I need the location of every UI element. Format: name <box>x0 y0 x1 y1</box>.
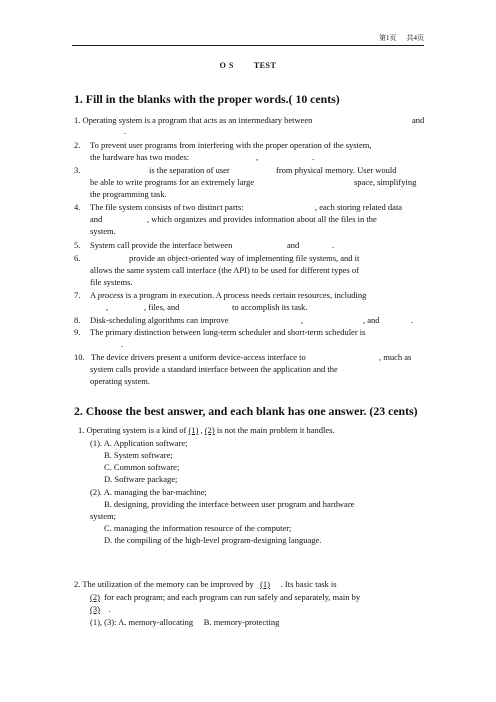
s2-q2-blank1: (1) <box>260 579 271 589</box>
q7-line1 <box>90 290 366 301</box>
s2-q1-rest: is not the main problem it handles. <box>216 425 335 435</box>
s2-q1-blank1: (1) <box>188 425 199 435</box>
s2-q2-opt-b: B. memory-protecting <box>203 617 280 627</box>
s2-q1 <box>78 425 335 436</box>
s2-q2-b: . Its basic task is <box>280 579 337 589</box>
s2-o1-b: B. System software; <box>104 450 173 460</box>
q4-line2a: and <box>90 214 103 224</box>
s2-q2-line2 <box>90 592 360 603</box>
q10-line3: operating system. <box>90 376 150 386</box>
s2-o2-c: C. managing the information resource of the computer; <box>104 523 292 533</box>
q4-a: The file system consists of two distinct parts: <box>90 202 244 212</box>
q3-line3: the programming task. <box>90 189 167 199</box>
q7-a: A <box>90 290 96 300</box>
doc-title <box>0 61 496 70</box>
q7-line2a: , <box>106 302 109 312</box>
q10-line2: system calls provide a standard interface between the application and the <box>90 364 338 374</box>
q2-line2b: , <box>256 152 259 162</box>
s2-q2-opt-a: (1), (3): A. memory-allocating <box>90 617 194 627</box>
q3-a: is the separation of user <box>149 165 230 175</box>
s2-q2-line1 <box>74 579 337 590</box>
q8-a: Disk-scheduling algorithms can improve <box>90 315 229 325</box>
s2-q2-blank3: (3) <box>90 604 100 614</box>
s2-q2-line2-text: for each program; and each program can run safely and separately, main by <box>104 592 361 602</box>
s2-o1-d: D. Software package; <box>104 474 178 484</box>
q4-b: , each storing related data <box>315 202 403 212</box>
q6-line3: file systems. <box>90 277 133 287</box>
q5-number: 5. <box>74 240 81 250</box>
s2-o2-b1: B. designing, providing the interface between user program and hardware <box>104 499 355 509</box>
q8-b: , <box>301 315 304 325</box>
q3-number: 3. <box>74 165 81 175</box>
s2-o1-a: (1). A. Application software; <box>90 438 188 448</box>
q8-number: 8. <box>74 315 81 325</box>
s2-q2-a: 2. The utilization of the memory can be improved by <box>74 579 254 589</box>
q5-b: and <box>287 240 300 250</box>
title-os: O S <box>219 61 234 70</box>
s2-q1-blank2: (2) <box>204 425 215 435</box>
q4-line2b: , which organizes and provides information about all the files in the <box>147 214 377 224</box>
q7-number: 7. <box>74 290 81 300</box>
s2-o2-a: (2). A. managing the bar-machine; <box>90 487 207 497</box>
s2-q2-line3 <box>90 604 111 615</box>
q7-line2b: , files, and <box>144 302 180 312</box>
q3-line2b: space, simplifying <box>354 177 417 187</box>
s2-q2-options <box>90 617 279 628</box>
s2-o2-d: D. the compiling of the high-level program-designing language. <box>104 535 322 545</box>
page-header <box>72 33 424 46</box>
q10-a: The device drivers present a uniform device-access interface to <box>91 352 306 362</box>
q2-line2c: . <box>312 152 315 162</box>
q10-number: 10. <box>74 352 85 362</box>
q8-c: , and <box>363 315 380 325</box>
q5-a: System call provide the interface between <box>90 240 233 250</box>
s2-o2-b2: system; <box>90 511 116 521</box>
title-test: TEST <box>253 61 277 70</box>
q7-process: process <box>97 290 124 300</box>
q2-number: 2. <box>74 140 81 150</box>
q9-number: 9. <box>74 327 81 337</box>
q3-b: from physical memory. User would <box>276 165 397 175</box>
q2-line1: To prevent user programs from interfering with the proper operation of the system, <box>90 140 372 150</box>
s2-q1-text: 1. Operating system is a kind of <box>78 425 187 435</box>
q2-line2a: the hardware has two modes: <box>90 152 190 162</box>
q3-line2a: be able to write programs for an extremely large <box>90 177 255 187</box>
page-total: 共4页 <box>406 34 424 42</box>
q1-line1: 1. Operating system is a program that acts as an intermediary between <box>74 115 313 125</box>
q1-and: and <box>412 115 425 125</box>
s2-o1-c: C. Common software; <box>104 462 180 472</box>
q6-a: provide an object-oriented way of implementing file systems, and it <box>129 253 360 263</box>
section2-heading: 2. Choose the best answer, and each blank has one answer. (23 cents) <box>74 404 418 418</box>
s2-q2-line3-text: . <box>108 604 111 614</box>
q4-line3: system. <box>90 226 116 236</box>
q8-d: . <box>411 315 414 325</box>
q4-number: 4. <box>74 202 81 212</box>
q7-b: is a program in execution. A process needs certain resources, including <box>125 290 367 300</box>
page-number: 第1页 <box>379 34 397 42</box>
section1-heading: 1. Fill in the blanks with the proper words.( 10 cents) <box>74 92 340 106</box>
q9-line2: . <box>121 339 124 349</box>
s2-q2-blank2: (2) <box>90 592 100 602</box>
q9-a: The primary distinction between long-term scheduler and short-term scheduler is <box>90 327 366 337</box>
q5-c: . <box>332 240 335 250</box>
q7-line2c: to accomplish its task. <box>232 302 308 312</box>
s2-q1-comma: , <box>200 425 203 435</box>
q6-line2: allows the same system call interface (the API) to be used for different types of <box>90 265 359 275</box>
q1-line2: . <box>124 126 127 136</box>
q10-b: , much as <box>379 352 412 362</box>
q6-number: 6. <box>74 253 81 263</box>
